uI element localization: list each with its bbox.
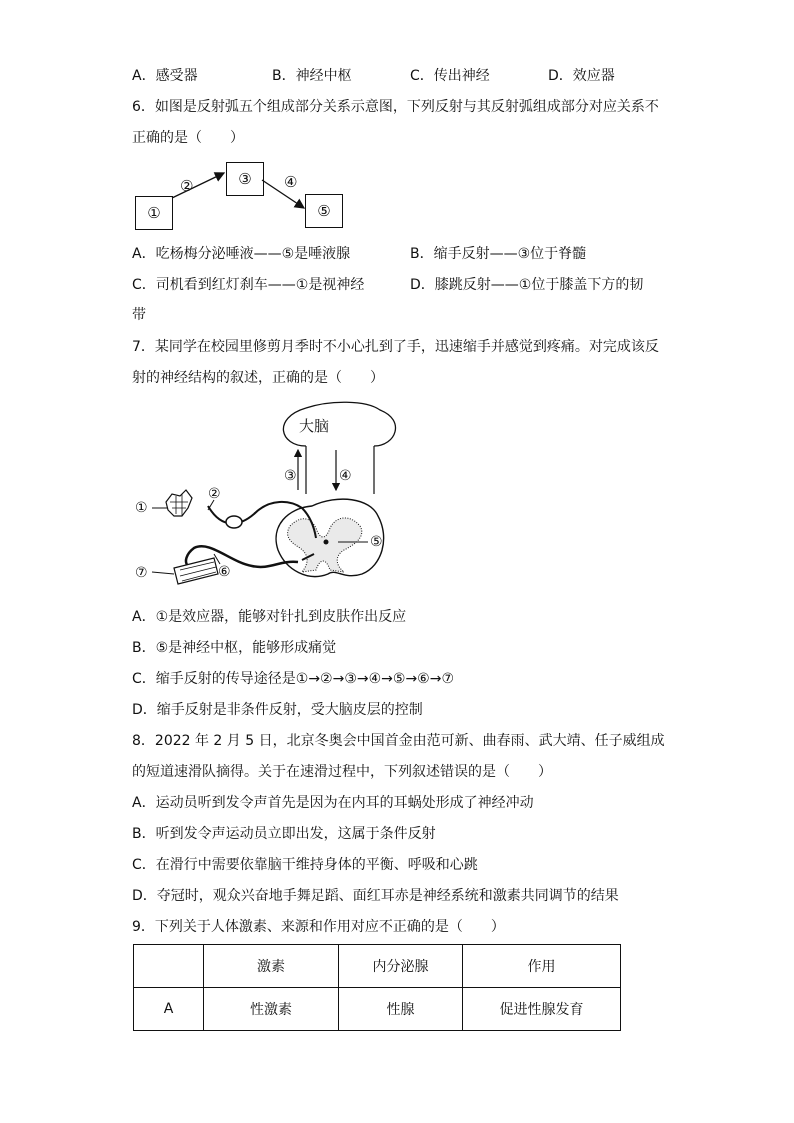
q7-option-d: D．缩手反射是非条件反射，受大脑皮层的控制 — [132, 702, 423, 718]
label-2: ② — [208, 486, 221, 502]
receptor-skin — [166, 490, 192, 516]
diagram-box-1: ① — [135, 196, 173, 230]
table-row — [134, 988, 621, 1031]
table-header-row — [134, 945, 621, 988]
q8-stem-line1: 8．2022 年 2 月 5 日，北京冬奥会中国首金由范可新、曲春雨、武大靖、任子威组成 — [132, 733, 665, 749]
diagram-box-5: ⑤ — [305, 194, 343, 228]
table-cell: 促进性腺发育 — [463, 988, 621, 1031]
q6-option-d-line2: 带 — [132, 307, 146, 323]
table-header-cell: 作用 — [463, 945, 621, 988]
table-header-cell: 内分泌腺 — [339, 945, 463, 988]
q8-stem-line2: 的短道速滑队摘得。关于在速滑过程中，下列叙述错误的是（ ） — [132, 764, 552, 780]
q6-option-c: C．司机看到红灯刹车——①是视神经 — [132, 277, 365, 293]
q7-figure-drawing — [130, 398, 400, 596]
label-1: ① — [135, 500, 148, 516]
q6-stem-line1: 6．如图是反射弧五个组成部分关系示意图，下列反射与其反射弧组成部分对应关系不 — [132, 99, 659, 115]
leader-7 — [152, 572, 174, 574]
q8-option-b: B．听到发令声运动员立即出发，这属于条件反射 — [132, 826, 436, 842]
q5-option-b: B．神经中枢 — [272, 68, 352, 84]
q6-option-d-line1: D．膝跳反射——①位于膝盖下方的韧 — [410, 277, 644, 293]
label-5: ⑤ — [370, 534, 383, 550]
brain-label: 大脑 — [299, 417, 330, 435]
table-header-cell: 激素 — [204, 945, 339, 988]
q8-option-a: A．运动员听到发令声首先是因为在内耳的耳蜗处形成了神经冲动 — [132, 795, 534, 811]
table-header-cell — [134, 945, 204, 988]
q6-stem-line2: 正确的是（ ） — [132, 130, 244, 146]
q8-option-d: D．夺冠时，观众兴奋地手舞足蹈、面红耳赤是神经系统和激素共同调节的结果 — [132, 888, 619, 904]
q5-option-c: C．传出神经 — [410, 68, 490, 84]
q7-option-c: C．缩手反射的传导途径是①→②→③→④→⑤→⑥→⑦ — [132, 671, 455, 687]
hormone-table — [133, 944, 621, 1031]
q7-option-a: A．①是效应器，能够对针扎到皮肤作出反应 — [132, 609, 407, 625]
label-4: ④ — [339, 468, 352, 484]
q7-stem-line2: 射的神经结构的叙述，正确的是（ ） — [132, 370, 384, 386]
diagram-label-4: ④ — [284, 173, 298, 191]
diagram-label-2: ② — [180, 177, 194, 195]
table-cell: 性激素 — [204, 988, 339, 1031]
central-canal — [324, 540, 329, 545]
q9-stem: 9．下列关于人体激素、来源和作用对应不正确的是（ ） — [132, 919, 505, 935]
q6-option-a: A．吃杨梅分泌唾液——⑤是唾液腺 — [132, 246, 351, 262]
effector-muscle — [174, 558, 218, 584]
q5-option-d: D．效应器 — [548, 68, 615, 84]
q7-stem-line1: 7．某同学在校园里修剪月季时不小心扎到了手，迅速缩手并感觉到疼痛。对完成该反 — [132, 339, 659, 355]
label-6: ⑥ — [218, 564, 231, 580]
q8-option-c: C．在滑行中需要依靠脑干维持身体的平衡、呼吸和心跳 — [132, 857, 478, 873]
label-3: ③ — [284, 468, 297, 484]
diagram-box-3: ③ — [226, 162, 264, 196]
table-cell: A — [134, 988, 204, 1031]
q6-option-b: B．缩手反射——③位于脊髓 — [410, 246, 587, 262]
arrow-3-to-5 — [262, 180, 304, 208]
ganglion — [226, 516, 242, 528]
q5-option-a: A．感受器 — [132, 68, 198, 84]
table-cell: 性腺 — [339, 988, 463, 1031]
q7-option-b: B．⑤是神经中枢，能够形成痛觉 — [132, 640, 337, 656]
label-7: ⑦ — [135, 565, 148, 581]
